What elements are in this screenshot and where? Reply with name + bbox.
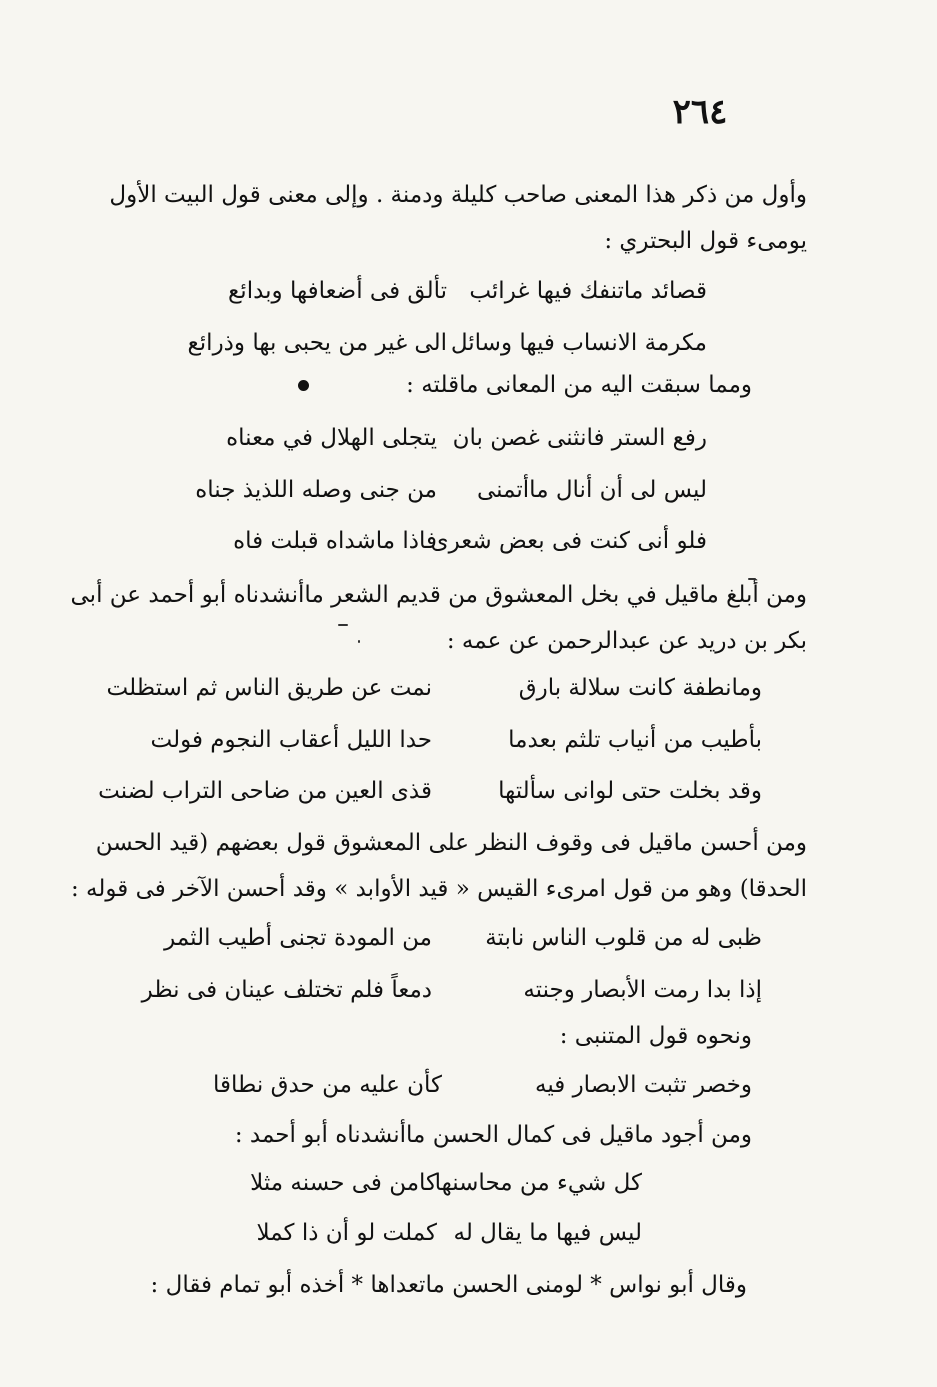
- text-line: الحدقا) وهو من قول امرىء القيس « قيد الأوابد » وقد أحسن الآخر فى قوله :: [71, 876, 807, 902]
- verse-hemistich-first: قصائد ماتنفك فيها غرائب: [469, 278, 707, 304]
- paragraph: [130, 1013, 752, 1059]
- verse-hemistich-first: ظبى له من قلوب الناس نابتة: [485, 925, 762, 951]
- verse-hemistich-first: وقد بخلت حتى لوانى سألتها: [498, 778, 762, 804]
- verse-hemistich-first: فلو أنى كنت فى بعض شعرى: [430, 528, 707, 554]
- verse-hemistich-second: دمعاً فلم تختلف عينان فى نظر: [141, 977, 432, 1003]
- verse-hemistich-second: من جنى وصله اللذيذ جناه: [195, 477, 437, 503]
- paragraph: [71, 820, 807, 912]
- text-line: ومن أجود ماقيل فى كمال الحسن ماأنشدناه أبو أحمد :: [234, 1122, 752, 1148]
- text-line: بكر بن دريد عن عبدالرحمن عن عمه :: [446, 628, 807, 654]
- scan-speck: [358, 640, 360, 643]
- verse-hemistich-second: كأن عليه من حدق نطاقا: [213, 1072, 442, 1098]
- verse-hemistich-first: بأطيب من أنياب تلثم بعدما: [508, 727, 762, 753]
- verse-line: [0, 320, 937, 366]
- ornament-dot: [298, 380, 309, 391]
- verse-line: [0, 717, 937, 763]
- text-line: يومىء قول البحتري :: [604, 228, 807, 254]
- verse-hemistich-first: ليس فيها ما يقال له: [453, 1220, 642, 1246]
- verse-line: [0, 665, 937, 711]
- verse-hemistich-first: ومانطفة كانت سلالة بارق: [518, 675, 762, 701]
- paragraph: [70, 572, 807, 664]
- verse-hemistich-second: كملت لو أن ذا كملا: [256, 1220, 437, 1246]
- verse-hemistich-second: فاذا ماشداه قبلت فاه: [233, 528, 437, 554]
- text-line: ومما سبقت اليه من المعانى ماقلته :: [406, 372, 752, 398]
- verse-line: [0, 768, 937, 814]
- verse-line: [0, 467, 937, 513]
- verse-hemistich-first: إذا بدا رمت الأبصار وجنته: [523, 977, 762, 1003]
- paragraph: [130, 362, 752, 408]
- scan-speck: [748, 578, 756, 580]
- verse-line: [0, 1160, 937, 1206]
- verse-hemistich-first: كل شيء من محاسنها: [434, 1170, 642, 1196]
- verse-line: [0, 915, 937, 961]
- text-line: وقال أبو نواس * لومنى الحسن ماتعداها * أخذه أبو تمام فقال :: [150, 1272, 747, 1298]
- verse-hemistich-second: نمت عن طريق الناس ثم استظلت: [106, 675, 432, 701]
- text-line: وأول من ذكر هذا المعنى صاحب كليلة ودمنة . وإلى معنى قول البيت الأول: [109, 182, 807, 208]
- verse-hemistich-second: من المودة تجنى أطيب الثمر: [164, 925, 432, 951]
- verse-hemistich-second: يتجلى الهلال في معناه: [226, 425, 437, 451]
- verse-hemistich-second: تألق فى أضعافها وبدائع: [228, 278, 447, 304]
- verse-hemistich-first: ليس لى أن أنال ماأتمنى: [476, 477, 707, 503]
- verse-hemistich-second: حدا الليل أعقاب النجوم فولت: [150, 727, 432, 753]
- verse-line: [0, 518, 937, 564]
- paragraph-intro: [109, 172, 807, 264]
- verse-line: [0, 1062, 937, 1108]
- text-line: ومن أبلغ ماقيل في بخل المعشوق من قديم الشعر ماأنشدناه أبو أحمد عن أبى: [70, 582, 807, 608]
- verse-line: [0, 415, 937, 461]
- text-line: ومن أحسن ماقيل فى وقوف النظر على المعشوق قول بعضهم (قيد الحسن: [95, 830, 807, 856]
- text-line: ونحوه قول المتنبى :: [559, 1023, 752, 1049]
- paragraph: [130, 1112, 752, 1158]
- verse-hemistich-second: الى غير من يحبى بها وذرائع: [187, 330, 447, 356]
- scan-speck: [338, 624, 348, 626]
- verse-hemistich-second: قذى العين من ضاحى التراب لضنت: [98, 778, 432, 804]
- verse-hemistich-first: مكرمة الانساب فيها وسائل: [450, 330, 707, 356]
- verse-line: [0, 268, 937, 314]
- verse-line: [0, 1210, 937, 1256]
- verse-hemistich-first: وخصر تثبت الابصار فيه: [535, 1072, 752, 1098]
- verse-line: [0, 967, 937, 1013]
- page-number: ٢٦٤: [672, 92, 728, 132]
- paragraph: [130, 1262, 747, 1308]
- verse-hemistich-first: رفع الستر فانثنى غصن بان: [452, 425, 707, 451]
- verse-hemistich-second: كامن فى حسنه مثلا: [250, 1170, 437, 1196]
